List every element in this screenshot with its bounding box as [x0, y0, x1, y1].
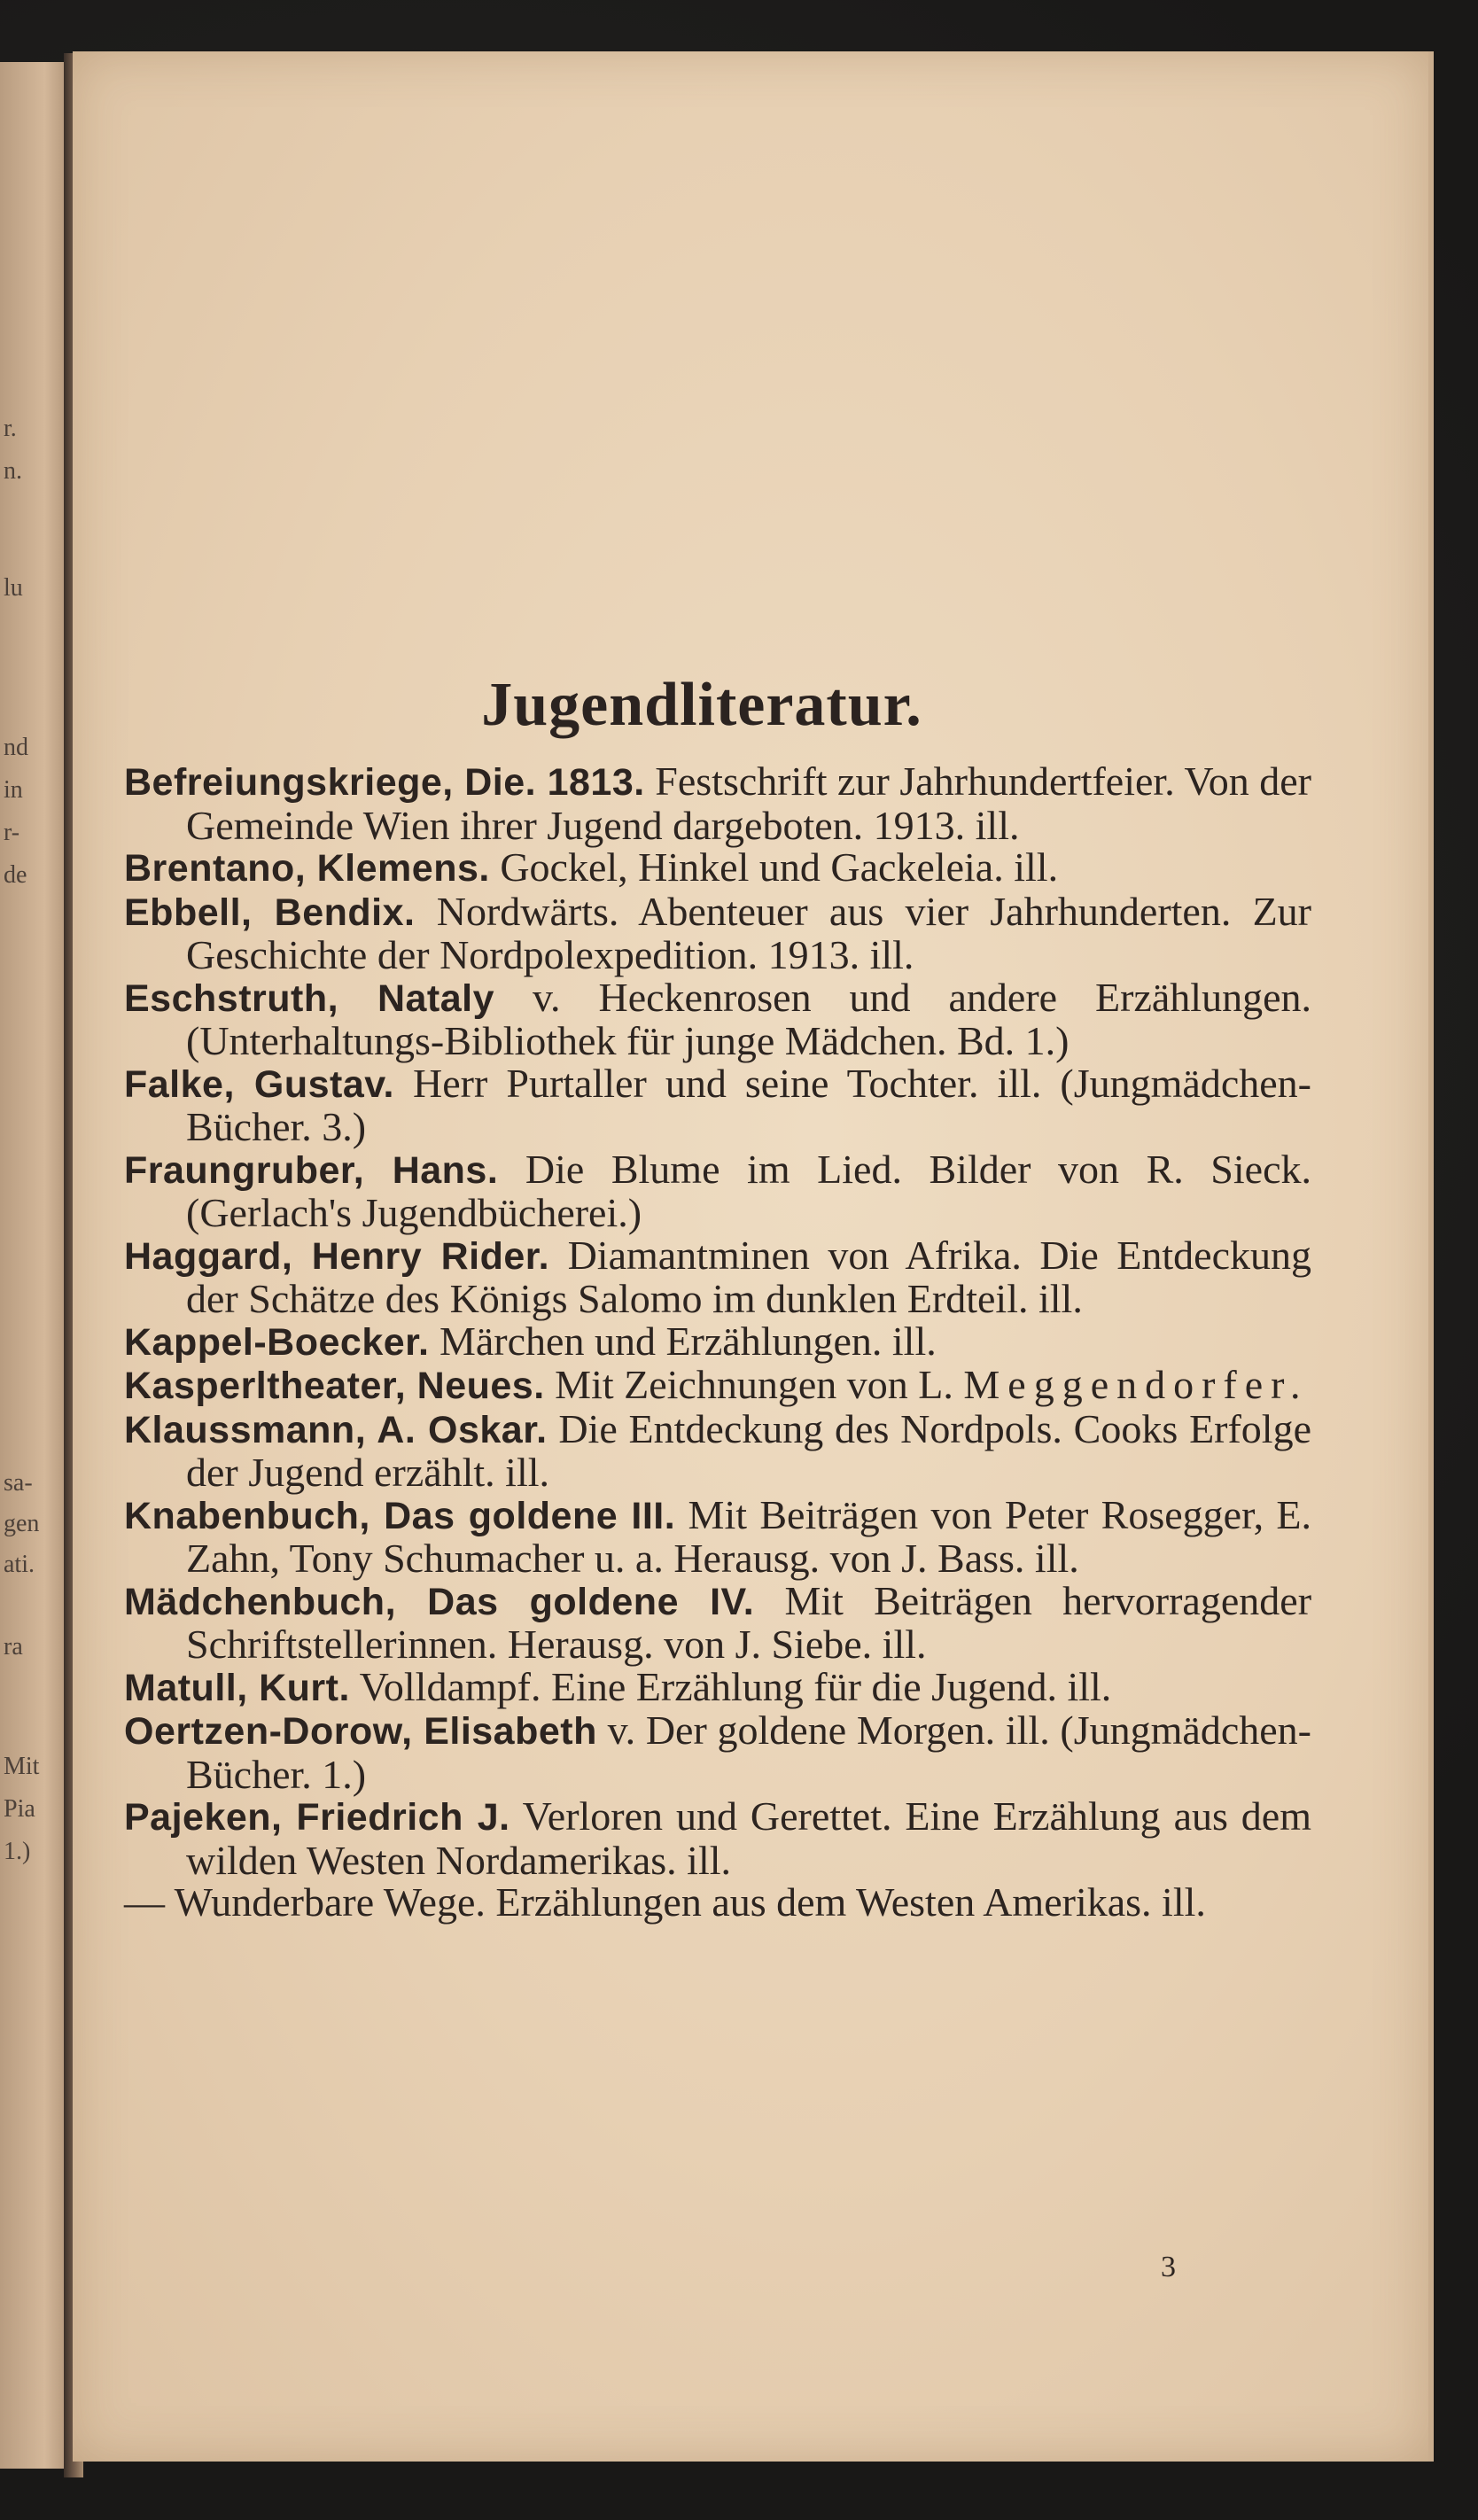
entry-text: Märchen und Erzählungen. ill. [439, 1318, 937, 1364]
entry-author: Haggard, Henry Rider. [124, 1234, 550, 1278]
bibliography-list [124, 760, 1311, 1924]
left-page-fragment: r- [4, 819, 20, 846]
entry-author: Eschstruth, Nataly [124, 976, 495, 1020]
left-page-fragment: gen [4, 1510, 40, 1537]
entry-text: Mit Beiträgen hervorragender Schriftstellerinnen. Herausg. von J. Siebe. ill. [186, 1577, 1312, 1667]
entry-author: Kasperltheater, Neues. [124, 1365, 545, 1407]
entry-text: Volldampf. Eine Erzählung für die Jugend. ill. [359, 1663, 1112, 1709]
left-page-fragment: nd [4, 734, 28, 761]
list-item [124, 1234, 1311, 1320]
left-page-fragment: de [4, 861, 27, 889]
list-item [124, 1405, 1311, 1495]
list-item [124, 1320, 1311, 1365]
entry-text: — Wunderbare Wege. Erzählungen aus dem Westen Amerikas. ill. [124, 1879, 1206, 1925]
entry-author: Ebbell, Bendix. [124, 891, 416, 934]
entry-text: Nordwärts. Abenteuer aus vier Jahrhunderten. Zur Geschichte der Nordpolexpedition. 1913. ill. [186, 888, 1311, 977]
entry-author: Kappel-Boecker. [124, 1320, 430, 1364]
left-page-fragment: Pia [4, 1795, 35, 1823]
entry-text: Die Entdeckung des Nordpols. Cooks Erfolge der Jugend erzählt. ill. [186, 1405, 1311, 1495]
list-item [124, 1062, 1311, 1148]
entry-author: Fraungruber, Hans. [124, 1148, 499, 1192]
left-page-fragment: ra [4, 1633, 23, 1661]
page-number: 3 [1161, 2251, 1176, 2283]
page-title: Jugendliteratur. [481, 671, 922, 739]
list-item [124, 976, 1311, 1062]
list-item [124, 1148, 1311, 1234]
left-page-fragment: r. [4, 415, 17, 442]
entry-text: Mit Zeichnungen von L. [555, 1362, 953, 1407]
entry-author: Brentano, Klemens. [124, 847, 490, 890]
entry-author: Mädchenbuch, Das goldene IV. [124, 1580, 755, 1623]
entry-author: Befreiungskriege, Die. 1813. [124, 761, 645, 804]
entry-text: Diamantminen von Afrika. Die Entdeckung der Schätze des Königs Salomo im dunklen Erdteil. ill. [186, 1232, 1311, 1321]
entry-text: Herr Purtaller und seine Tochter. ill. (Jungmädchen-Bücher. 3.) [186, 1060, 1311, 1149]
book-page [73, 51, 1434, 2462]
entry-author: Pajeken, Friedrich J. [124, 1796, 510, 1839]
left-page-fragment: Mit [4, 1753, 40, 1780]
entry-text: Mit Beiträgen von Peter Rosegger, E. Zahn, Tony Schumacher u. a. Herausg. von J. Bass. ill. [186, 1491, 1312, 1581]
entry-author: Klaussmann, A. Oskar. [124, 1408, 548, 1451]
entry-text: Gockel, Hinkel und Gackeleia. ill. [500, 844, 1059, 890]
list-item [124, 1663, 1311, 1710]
left-page-fragment: lu [4, 574, 23, 602]
entry-text: Die Blume im Lied. Bilder von R. Sieck. (Gerlach's Jugendbücherei.) [186, 1146, 1312, 1235]
entry-author: Knabenbuch, Das goldene III. [124, 1494, 676, 1537]
left-page-fragment: n. [4, 457, 22, 485]
list-item [124, 1364, 1311, 1408]
left-page-fragment: in [4, 776, 23, 804]
left-page-fragment: sa- [4, 1469, 33, 1497]
list-item [124, 1577, 1312, 1667]
list-item [124, 1795, 1311, 1881]
entry-text: v. Heckenrosen und andere Erzählungen. (Unterhaltungs-Bibliothek für junge Mädchen. Bd. 1.) [186, 974, 1312, 1063]
entry-author: Matull, Kurt. [124, 1666, 350, 1709]
entry-author: Falke, Gustav. [124, 1062, 394, 1106]
entry-spaced-name: Meggendorfer. [963, 1362, 1309, 1407]
entry-author: Oertzen-Dorow, Elisabeth [124, 1710, 597, 1753]
left-page-fragment: ati. [4, 1551, 35, 1578]
list-item [124, 846, 1311, 891]
list-item [124, 1709, 1311, 1795]
list-item [124, 1491, 1312, 1581]
left-page-fragment: 1.) [4, 1838, 31, 1865]
entry-text: v. Der goldene Morgen. ill. (Jungmädchen-Bücher. 1.) [186, 1707, 1311, 1797]
list-item [124, 760, 1311, 846]
entry-text: Verloren und Gerettet. Eine Erzählung aus dem wilden Westen Nordamerikas. ill. [186, 1793, 1311, 1883]
entry-text: Festschrift zur Jahrhundertfeier. Von der Gemeinde Wien ihrer Jugend dargeboten. 1913. ill. [186, 758, 1312, 848]
list-item [124, 1881, 1311, 1924]
list-item [124, 888, 1311, 977]
